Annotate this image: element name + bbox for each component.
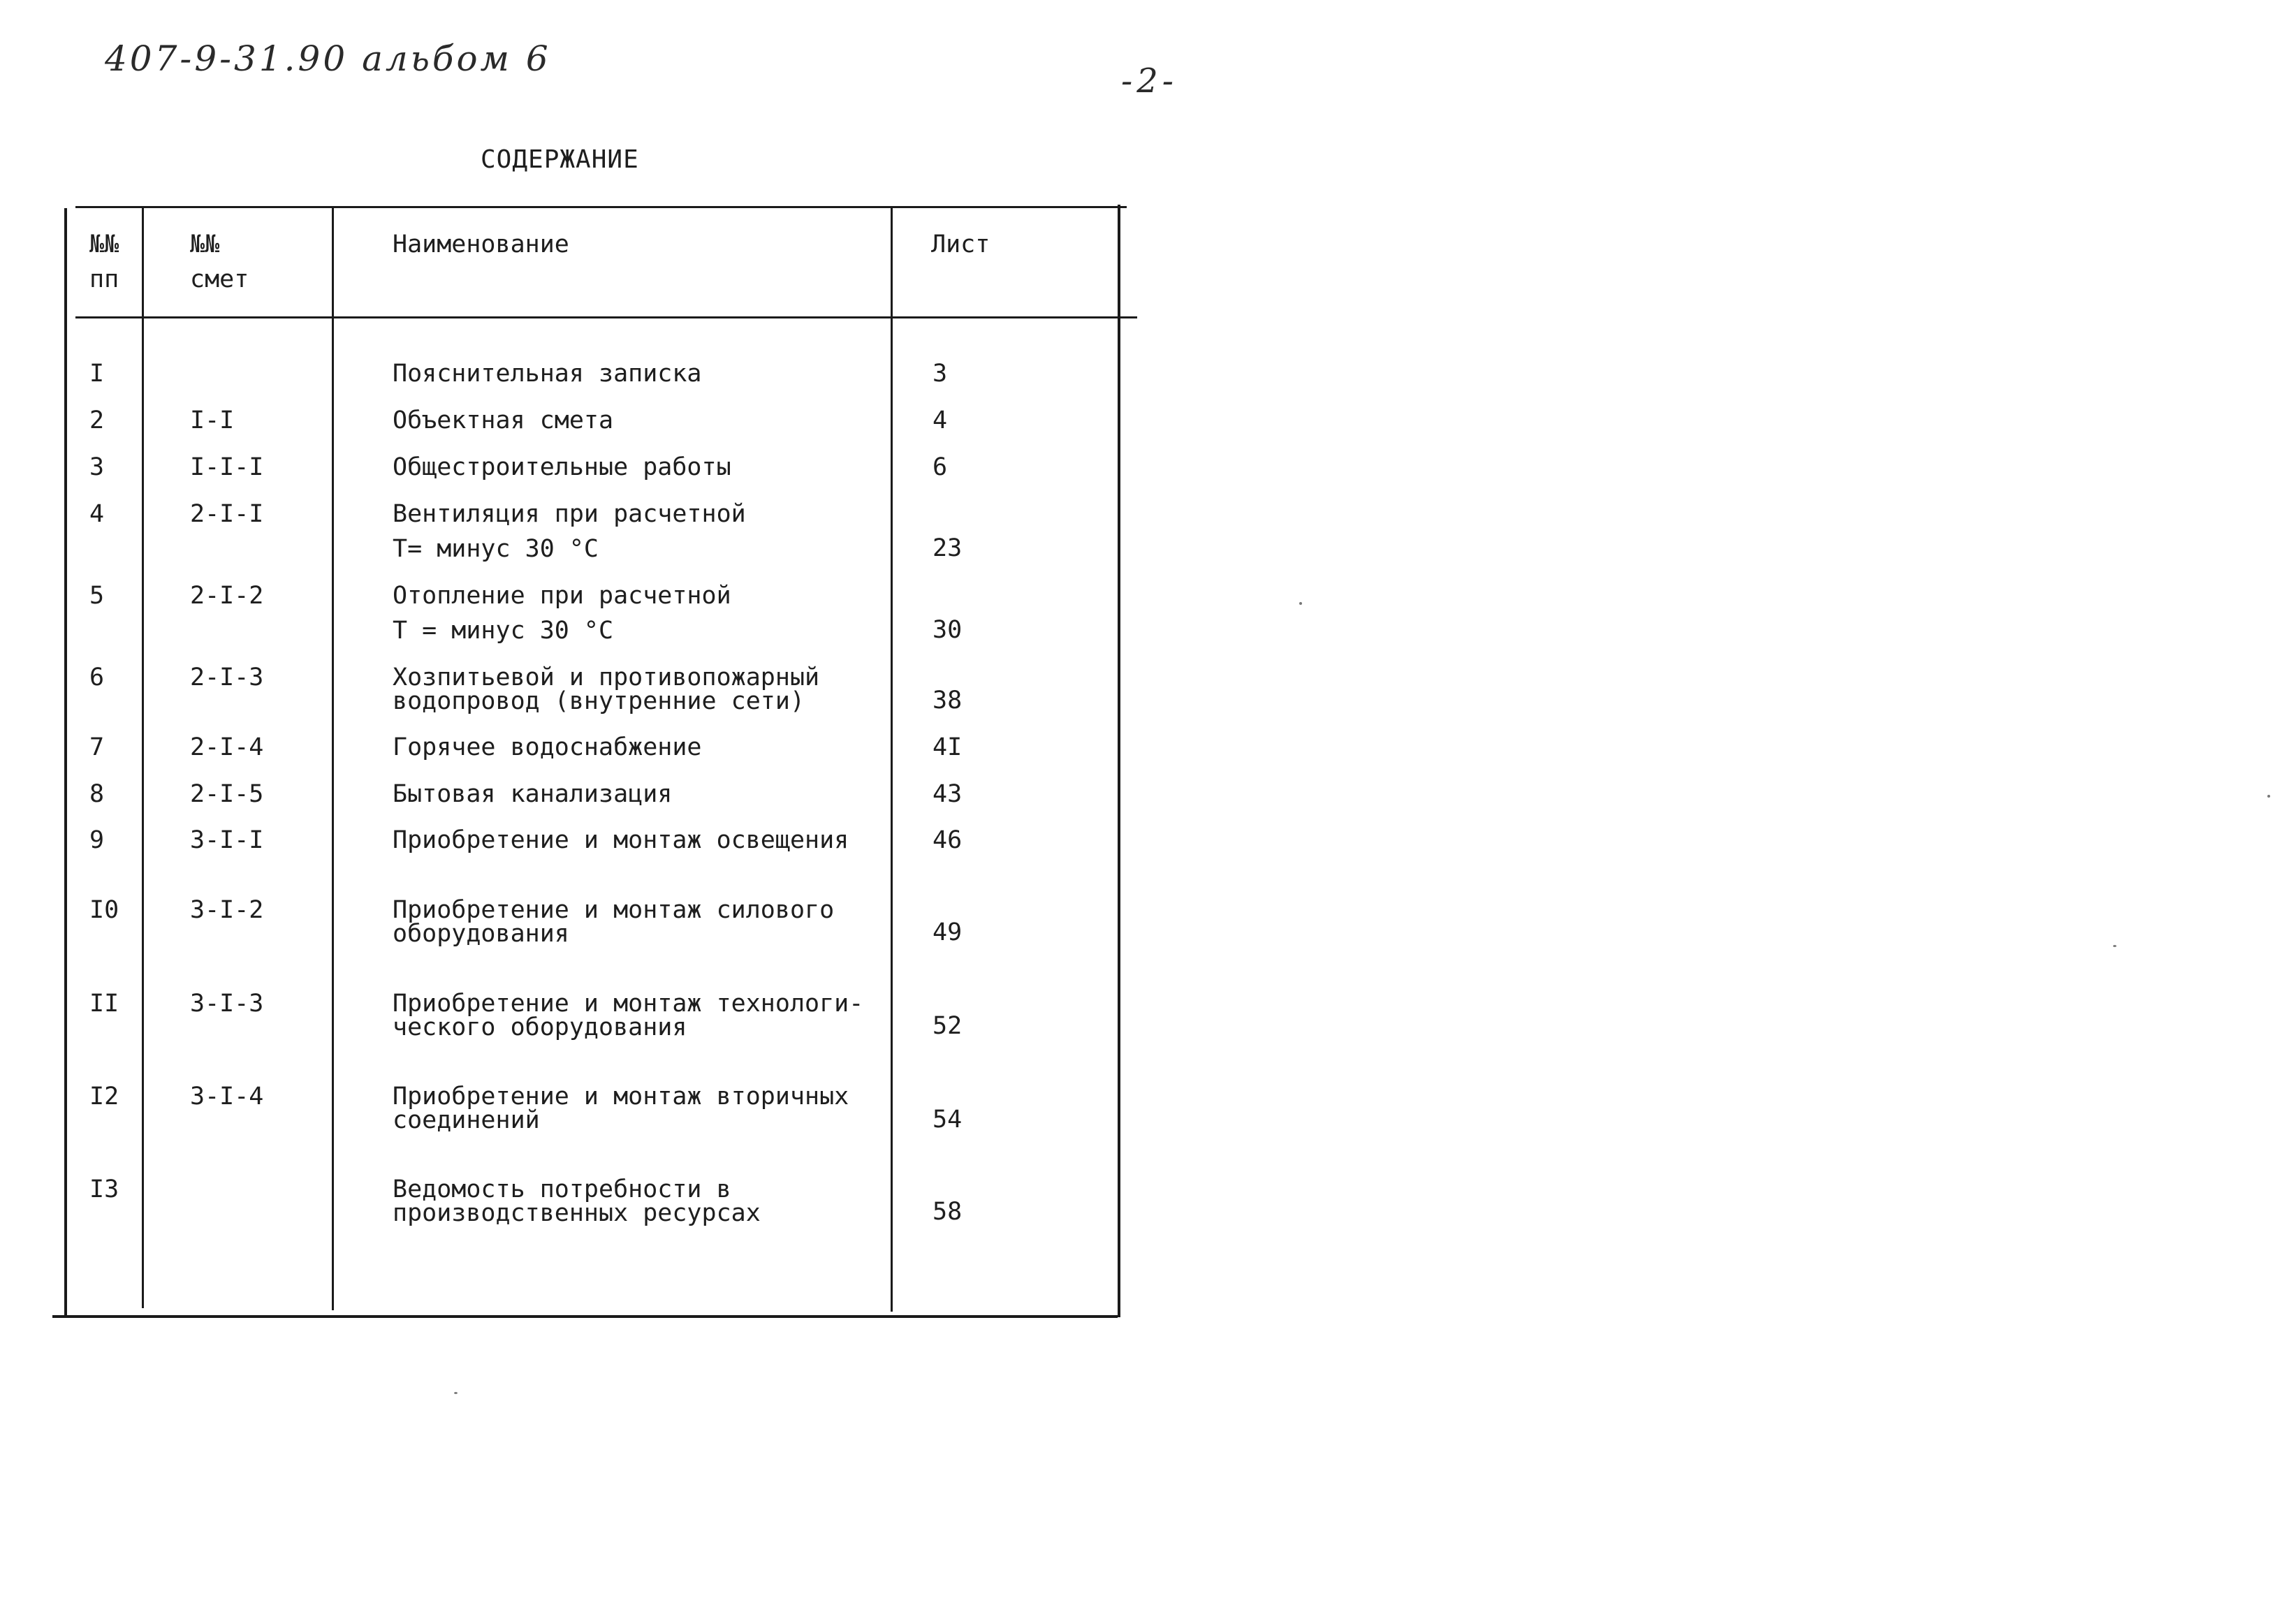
- row-name: Приобретение и монтаж вторичных соединений: [393, 1083, 849, 1134]
- scan-speck: [2113, 945, 2116, 947]
- row-estimate: I-I-I: [190, 453, 264, 481]
- row-name: Хозпитьевой и противопожарный водопровод (внутренние сети): [393, 664, 820, 715]
- row-number: 6: [89, 664, 105, 691]
- column-divider-1: [142, 208, 144, 1308]
- column-divider-3: [891, 208, 893, 1312]
- scan-speck: [454, 1392, 458, 1394]
- row-sheet: 3: [933, 360, 948, 388]
- row-name: Объектная смета: [393, 406, 614, 434]
- row-sheet: 4I: [933, 733, 963, 761]
- row-number: 8: [89, 780, 105, 808]
- row-name: Ведомость потребности в производственных ресурсах: [393, 1175, 761, 1227]
- row-name: Отопление при расчетной Т = минус 30 °С: [393, 582, 731, 645]
- row-estimate: 3-I-3: [190, 990, 264, 1018]
- row-number: 3: [89, 453, 105, 481]
- row-number: II: [89, 990, 119, 1018]
- row-number: I2: [89, 1083, 119, 1110]
- page-number: -2-: [1121, 61, 1178, 101]
- row-estimate: 2-I-4: [190, 733, 264, 761]
- row-sheet: 58: [933, 1198, 963, 1226]
- row-number: 4: [89, 500, 105, 528]
- document-code: 407-9-31.90 альбом 6: [105, 38, 551, 79]
- row-number: 2: [89, 406, 105, 434]
- header-sheet: Лист: [931, 230, 990, 258]
- row-number: I3: [89, 1175, 119, 1203]
- scan-speck: [1299, 602, 1302, 605]
- row-estimate: 3-I-2: [190, 896, 264, 924]
- row-name: Бытовая канализация: [393, 780, 673, 808]
- row-name: Приобретение и монтаж силового оборудования: [393, 896, 835, 948]
- row-sheet: 6: [933, 453, 948, 481]
- row-estimate: 3-I-I: [190, 826, 264, 854]
- table-right-border: [1118, 205, 1120, 1317]
- row-sheet: 52: [933, 1012, 963, 1040]
- row-sheet: 46: [933, 826, 963, 854]
- table-left-border: [64, 208, 67, 1317]
- row-number: I: [89, 360, 105, 388]
- row-estimate: 2-I-I: [190, 500, 264, 528]
- row-name: Приобретение и монтаж технологи- ческого оборудования: [393, 990, 864, 1041]
- row-estimate: 2-I-5: [190, 780, 264, 808]
- row-sheet: 30: [933, 616, 963, 644]
- row-sheet: 54: [933, 1106, 963, 1134]
- table-bottom-rule: [52, 1315, 1118, 1318]
- row-estimate: 3-I-4: [190, 1083, 264, 1110]
- table-top-rule: [75, 206, 1127, 208]
- row-name: Пояснительная записка: [393, 360, 702, 388]
- row-sheet: 23: [933, 534, 963, 562]
- table-header-rule: [75, 316, 1137, 318]
- row-estimate: 2-I-3: [190, 664, 264, 691]
- row-number: I0: [89, 896, 119, 924]
- page-title: СОДЕРЖАНИЕ: [481, 145, 639, 174]
- row-sheet: 38: [933, 687, 963, 714]
- row-number: 9: [89, 826, 105, 854]
- header-item-number: №№ пп: [89, 230, 119, 293]
- row-estimate: 2-I-2: [190, 582, 264, 610]
- row-name: Приобретение и монтаж освещения: [393, 826, 849, 854]
- row-name: Горячее водоснабжение: [393, 733, 702, 761]
- row-sheet: 49: [933, 918, 963, 946]
- scan-speck: [2267, 795, 2270, 798]
- row-estimate: I-I: [190, 406, 235, 434]
- row-number: 5: [89, 582, 105, 610]
- header-estimate-number: №№ смет: [190, 230, 249, 293]
- row-name: Общестроительные работы: [393, 453, 731, 481]
- row-sheet: 43: [933, 780, 963, 808]
- row-number: 7: [89, 733, 105, 761]
- row-name: Вентиляция при расчетной Т= минус 30 °С: [393, 500, 746, 563]
- column-divider-2: [332, 208, 334, 1310]
- header-name: Наименование: [393, 230, 569, 258]
- row-sheet: 4: [933, 406, 948, 434]
